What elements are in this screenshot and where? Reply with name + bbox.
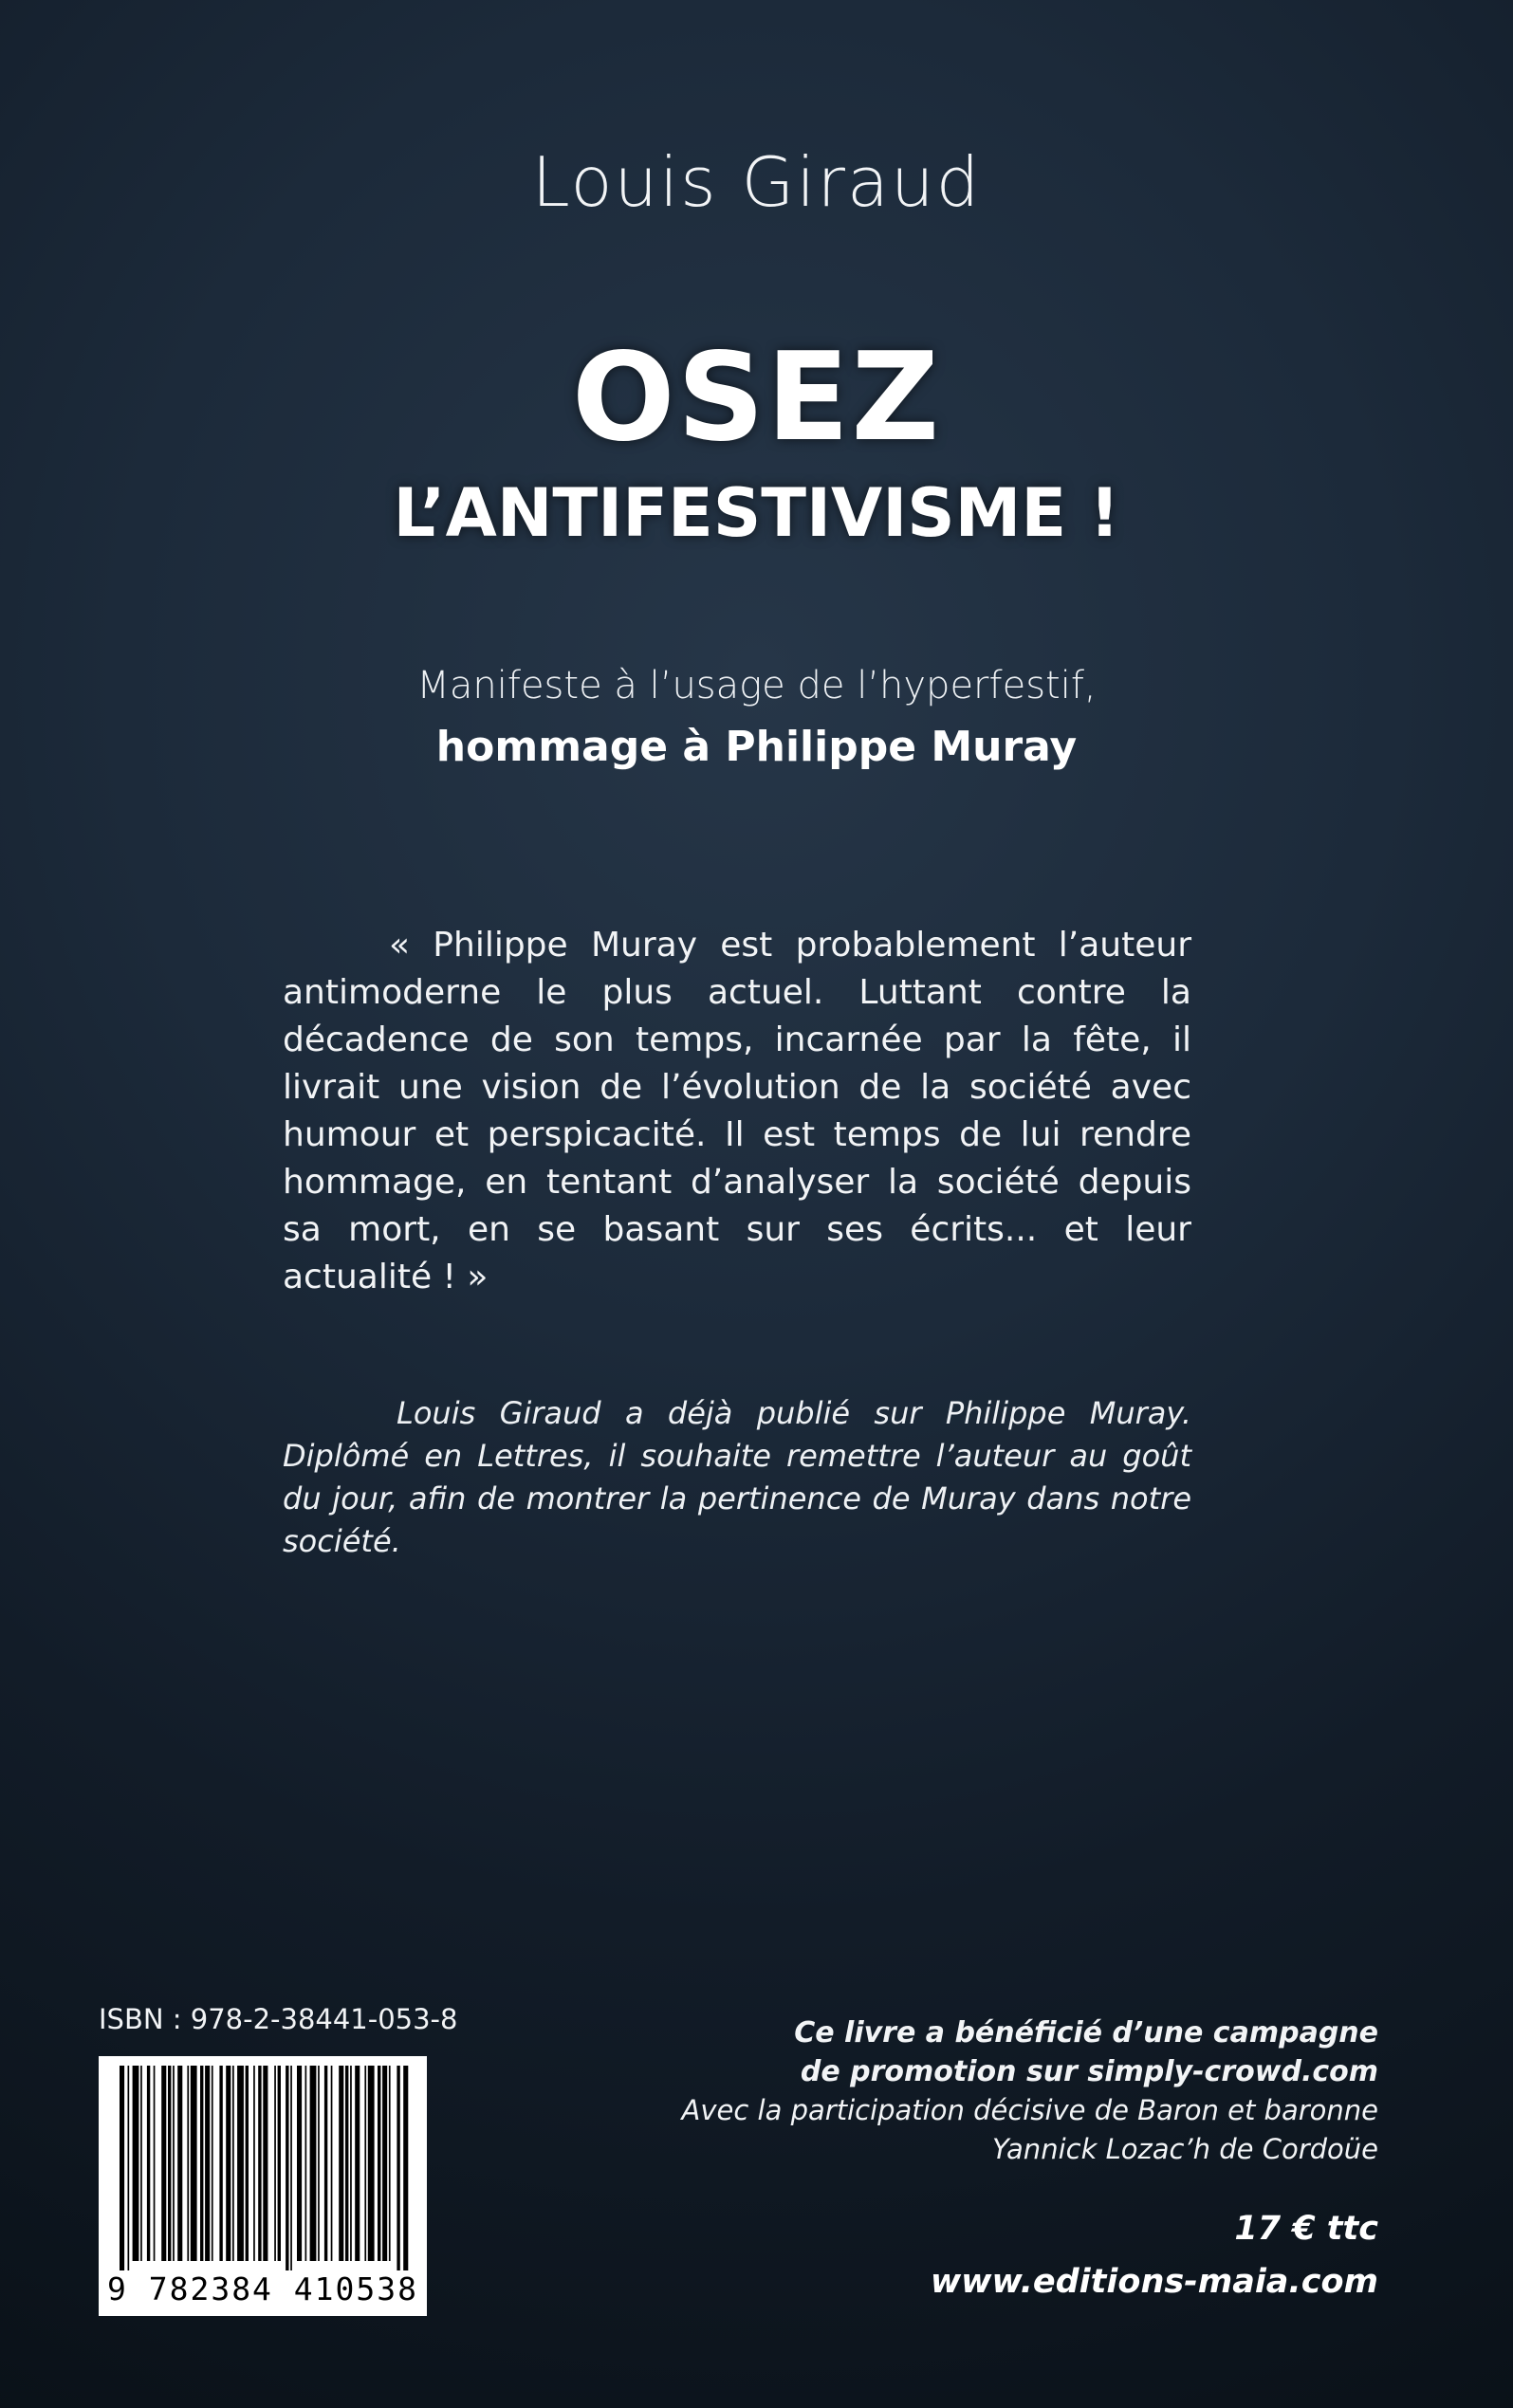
author-name: Louis Giraud [531,142,982,222]
promo-line-4: Yannick Lozac’h de Cordoüe [991,2133,1378,2165]
barcode-bar [140,2066,142,2261]
promo-line-3: Avec la participation décisive de Baron et baronne [681,2094,1378,2126]
price: 17 € ttc [1234,2210,1378,2248]
barcode-bar [168,2066,171,2261]
barcode-bar [258,2066,261,2261]
barcode-bar [324,2066,327,2261]
barcode-bar [205,2066,210,2261]
title-main: OSEZ [571,327,942,469]
blurb-quote: « Philippe Muray est probablement l’auteur antimoderne le plus actuel. Luttant contre la décadence de son temps, incarnée par la fête, il livrait une vision de l’évolution de la société avec humour et perspicacité. Il est temps de lui rendre hommage, en tentant d’analyser la société depuis sa mort, en se basant sur ses écrits... et leur actualité ! » [283,926,1191,1296]
barcode-bar [173,2066,175,2261]
barcode-bar [290,2066,292,2270]
barcode-bar [297,2066,302,2261]
barcode-bar [200,2066,203,2261]
barcode-bar [331,2066,333,2261]
barcode-bar [378,2066,380,2261]
barcode-bars [99,2056,427,2270]
barcode-bar [246,2066,249,2261]
barcode-bar [187,2066,189,2261]
barcode-bar [147,2066,150,2261]
title-sub: L’ANTIFESTIVISME ! [393,474,1120,552]
barcode-bar [177,2066,182,2261]
barcode-bar [226,2066,231,2261]
barcode-bar [237,2066,244,2261]
barcode-bar [350,2066,352,2261]
barcode-bar [389,2066,391,2261]
barcode-digits: 9 782384 410538 [106,2270,418,2307]
barcode-bar [318,2066,320,2261]
barcode-bar [120,2066,124,2270]
barcode-bar [286,2066,288,2270]
subtitle-line-1: Manifeste à l’usage de l’hyperfestif, [416,664,1097,708]
author-bio: Louis Giraud a déjà publié sur Philippe Muray. Diplômé en Lettres, il souhaite remettre l’auteur au goût du jour, afin de montrer la pertinence de Muray dans notre société. [283,1395,1191,1559]
barcode-bar [274,2066,276,2261]
barcode-bar [339,2066,343,2261]
barcode-bar [310,2066,317,2261]
publisher-website: www.editions-maia.com [930,2263,1378,2301]
barcode-bar [355,2066,360,2261]
promo-line-2: de promotion sur simply-crowd.com [800,2055,1378,2088]
barcode-bar [382,2066,387,2261]
promo-line-1: Ce livre a bénéficié d’une campagne [794,2016,1378,2050]
barcode-bar [368,2066,375,2261]
barcode-bar [212,2066,213,2261]
barcode-bar [278,2066,281,2261]
barcode-bar [397,2066,399,2270]
barcode-bar [191,2066,197,2261]
barcode-bar [263,2066,268,2261]
barcode-bar [403,2066,408,2270]
barcode-bar [219,2066,222,2261]
isbn-label: ISBN : 978-2-38441-053-8 [99,2003,458,2035]
subtitle-line-2: hommage à Philippe Muray [435,723,1078,771]
barcode [99,2056,427,2316]
barcode-bar [305,2066,307,2261]
barcode-bar [232,2066,234,2261]
barcode-bar [128,2066,130,2270]
barcode-bar [133,2066,139,2261]
barcode-bar [345,2066,348,2261]
barcode-bar [253,2066,255,2261]
barcode-bar [364,2066,366,2261]
barcode-bar [161,2066,166,2261]
barcode-bar [154,2066,156,2261]
